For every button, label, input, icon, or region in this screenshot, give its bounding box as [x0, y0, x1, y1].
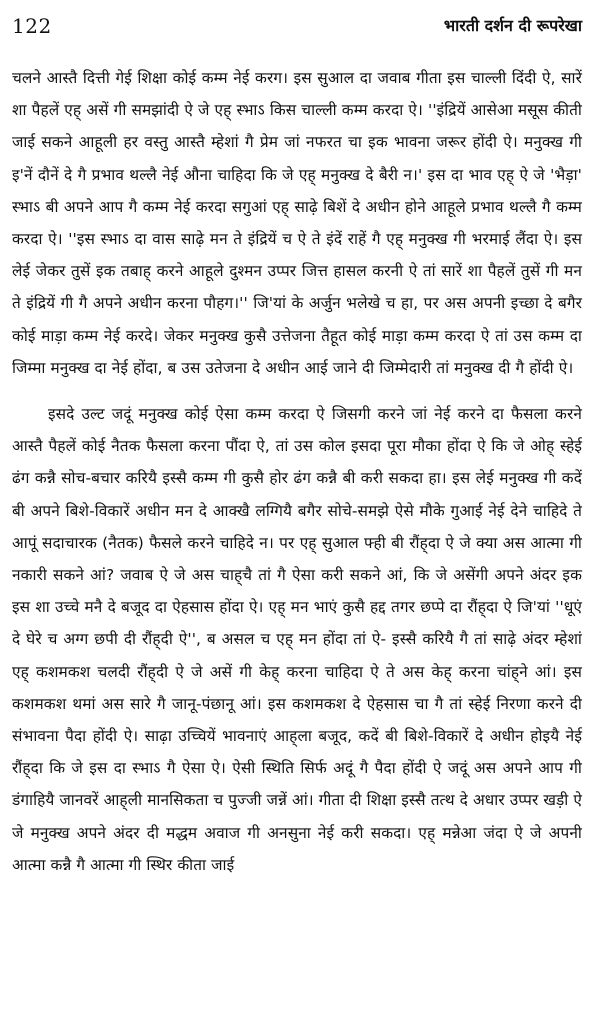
page-header — [12, 14, 582, 48]
paragraph-1: चलने आस्तै दित्ती गेई शिक्षा कोई कम्म नेई करग। इस सुआल दा जवाब गीता इस चाल्ली दिंदी ऐ, सारें शा पैहलें एह् असें गी समझांदी ऐ जे एह् स्भाऽ किस चाल्ली कम्म करदा ऐ। ''इंद्रियें आसेआ मसूस कीती जाई सकने आहूली हर वस्तु आस्तै म्हेशां गै प्रेम जां नफरत चा इक भावना जरूर होंदी ऐ। मनुक्ख गी इ'नें दौनें दे गै प्रभाव थल्लै नेई औना चाहिदा कि जे एह् मनुक्ख दे बैरी न।' इस दा भाव एह् ऐ जे 'भैड़ा' स्भाऽ बी अपने आप गै कम्म नेई करदा सगुआं एह् साढ़े बिशें दे अधीन होने आहूले प्रभाव थल्लै गै कम्म करदा ऐ। ''इस स्भाऽ दा वास साढ़े मन ते इंद्रियें च ऐ ते इंदें राहें गै एह् मनुक्ख गी भरमाई लैंदा ऐ। इस लेई जेकर तुसें इक तबाह् करने आहूले दुश्मन उप्पर जित्त हासल करनी ऐ तां सारें शा पैहलें तुसें गी मन ते इंद्रियें गी गै अपने अधीन करना पौहग।'' जि'यां के अर्जुन भलेखे च हा, पर अस अपनी इच्छा दे बगैर कोई माड़ा कम्म नेई करदे। जेकर मनुक्ख कुसै उत्तेजना तैहूत कोई माड़ा कम्म करदा ऐ तां उस कम्म दा जिम्मा मनुक्ख दा नेई होंदा, ब उस उतेजना दे अधीन आई जाने दी जिम्मेदारी तां मनुक्ख दी गै होंदी ऐ। — [12, 69, 582, 377]
body-text — [12, 62, 582, 881]
running-title: भारती दर्शन दी रूपरेखा — [443, 16, 582, 35]
page-number: 122 — [12, 14, 52, 38]
paragraph-2: इसदे उल्ट जदूं मनुक्ख कोई ऐसा कम्म करदा ऐ जिसगी करने जां नेई करने दा फैसला करने आस्तै पैहलें कोई नैतक फैसला करना पौंदा ऐ, तां उस कोल इसदा पूरा मौका होंदा ऐ कि जे ओह् स्हेई ढंग कन्नै सोच-बचार करियै इस्सै कम्म गी कुसै होर ढंग कन्नै बी करी सकदा हा। इस लेई मनुक्ख गी कदें बी अपने बिशे-विकारें अधीन मन दे आक्खै लग्गियै बगैर सोचे-समझे ऐसे मौके गुआई नेई देने चाहिदे ते आपूं सदाचारक (नैतक) फैसले करने चाहिदे न। पर एह् सुआल फ्ही बी रौंह्‌दा ऐ जे क्या अस आत्मा गी नकारी सकने आं? जवाब ऐ जे अस चाह्‌चै तां गै ऐसा करी सकने आं, कि जे असेंगी अपने अंदर इक इस शा उच्चे मनै दे बजूद दा ऐहसास होंदा ऐ। एह् मन भाएं कुसै हद्द तगर छप्पे दा रौंह्‌दा ऐ जि'यां ''धूएं दे घेरे च अग्ग छपी दी रौंह्‌दी ऐ'', ब असल च एह् मन होंदा तां ऐ- इस्सै करियै गै तां साढ़े अंदर म्हेशां एह् कशमकश चलदी रौंह्‌दी ऐ जे असें गी केह् करना चाहिदा ऐ ते अस केह् करना चांह्‌ने आं। इस कशमकश थमां अस सारे गै जानू-पंछानू आं। इस कशमकश दे ऐहसास चा गै तां स्हेई निरणा करने दी संभावना पैदा होंदी ऐ। साढ़ा उच्चियें भावनाएं आह्‌ला बजूद, कदें बी बिशे-विकारें दे अधीन होइयै नेई रौंह्‌दा कि जे इस दा स्भाऽ गै ऐसा ऐ। ऐसी स्थिति सिर्फ अदूं गै पैदा होंदी ऐ जदूं अस अपने आप गी डंगाहियै जानवरें आह्‌ली मानसिकता च पुज्जी जन्नें आं। गीता दी शिक्षा इस्सै तत्थ दे अधार उप्पर खड़ी ऐ जे मनुक्ख अपने अंदर दी मद्धम अवाज गी अनसुना नेई करी सकदा। एह् मन्नेआ जंदा ऐ जे अपनी आत्मा कन्नै गै आत्मा गी स्थिर कीता जाई — [12, 405, 582, 874]
